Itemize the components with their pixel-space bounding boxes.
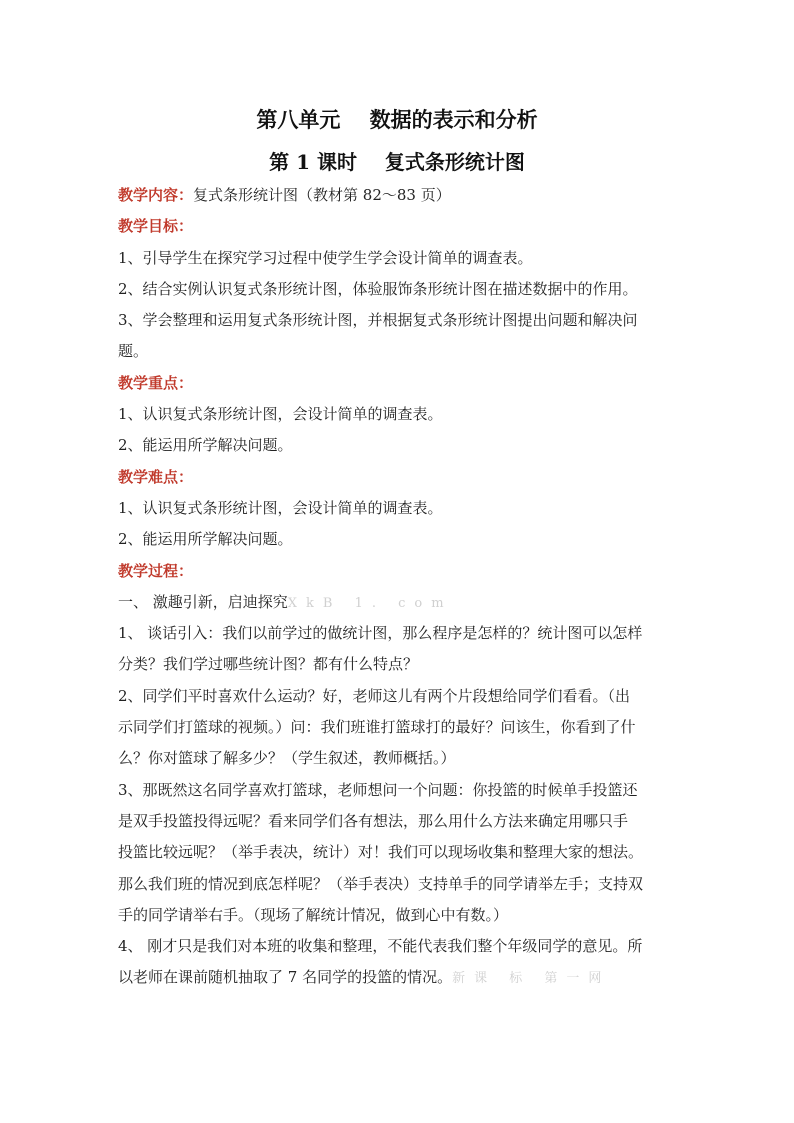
lesson-body	[118, 180, 676, 994]
process-line: 2、同学们平时喜欢什么运动？好，老师这儿有两个片段想给同学们看看。（出	[118, 686, 631, 705]
difficult-point-line: 1、认识复式条形统计图，会设计简单的调查表。	[118, 498, 443, 517]
content-text: 复式条形统计图（教材第 82～83 页）	[193, 186, 451, 204]
process-line: 那么我们班的情况到底怎样呢？（举手表决）支持单手的同学请举左手；支持双	[118, 874, 644, 893]
unit-title: 第八单元 数据的表示和分析	[256, 107, 538, 132]
process-line: 4、 刚才只是我们对本班的收集和整理，不能代表我们整个年级同学的意见。所	[118, 937, 643, 956]
process-line: 示同学们打篮球的视频。）问：我们班谁打篮球打的最好？问该生，你看到了什	[118, 718, 636, 737]
process-step1: 一、 激趣引新，启迪探究	[118, 592, 288, 611]
difficult-point-line: 2、能运用所学解决问题。	[118, 530, 293, 549]
process-last-line	[118, 962, 676, 993]
goal-line: 题。	[118, 342, 149, 361]
process-line: 3、那既然这名同学喜欢打篮球，老师想问一个问题：你投篮的时候单手投篮还	[118, 780, 638, 799]
process-line: 么？你对篮球了解多少？（学生叙述，教师概括。）	[118, 749, 456, 768]
process-line: 投篮比较远呢？（举手表决，统计）对！我们可以现场收集和整理大家的想法。	[118, 843, 644, 862]
last-line-text: 以老师在课前随机抽取了 7 名同学的投篮的情况。	[118, 968, 453, 987]
watermark-text-2: 新课 标 第一网	[452, 971, 611, 987]
lesson-title: 第 1 课时 复式条形统计图	[269, 150, 525, 174]
process-step-line	[118, 587, 676, 618]
key-heading: 教学重点：	[118, 373, 194, 392]
goal-line: 3、学会整理和运用复式条形统计图，并根据复式条形统计图提出问题和解决问	[118, 311, 638, 330]
watermark-text: XkB 1. com	[287, 595, 453, 611]
difficult-heading: 教学难点：	[118, 467, 194, 486]
key-point-line: 2、能运用所学解决问题。	[118, 436, 293, 455]
process-heading: 教学过程：	[118, 561, 194, 580]
key-point-line: 1、认识复式条形统计图，会设计简单的调查表。	[118, 405, 443, 424]
process-line: 是双手投篮投得远呢？看来同学们各有想法，那么用什么方法来确定用哪只手	[118, 811, 629, 830]
goals-heading: 教学目标：	[118, 217, 194, 236]
content-label: 教学内容：	[118, 186, 194, 204]
process-line: 手的同学请举右手。（现场了解统计情况，做到心中有数。）	[118, 905, 509, 924]
process-line: 分类？我们学过哪些统计图？都有什么特点？	[118, 655, 419, 674]
goal-line: 1、引导学生在探究学习过程中使学生学会设计简单的调查表。	[118, 248, 533, 267]
process-line: 1、 谈话引入：我们以前学过的做统计图，那么程序是怎样的？统计图可以怎样	[118, 624, 643, 643]
content-line	[118, 180, 676, 211]
goal-line: 2、结合实例认识复式条形统计图，体验服饰条形统计图在描述数据中的作用。	[118, 279, 638, 298]
